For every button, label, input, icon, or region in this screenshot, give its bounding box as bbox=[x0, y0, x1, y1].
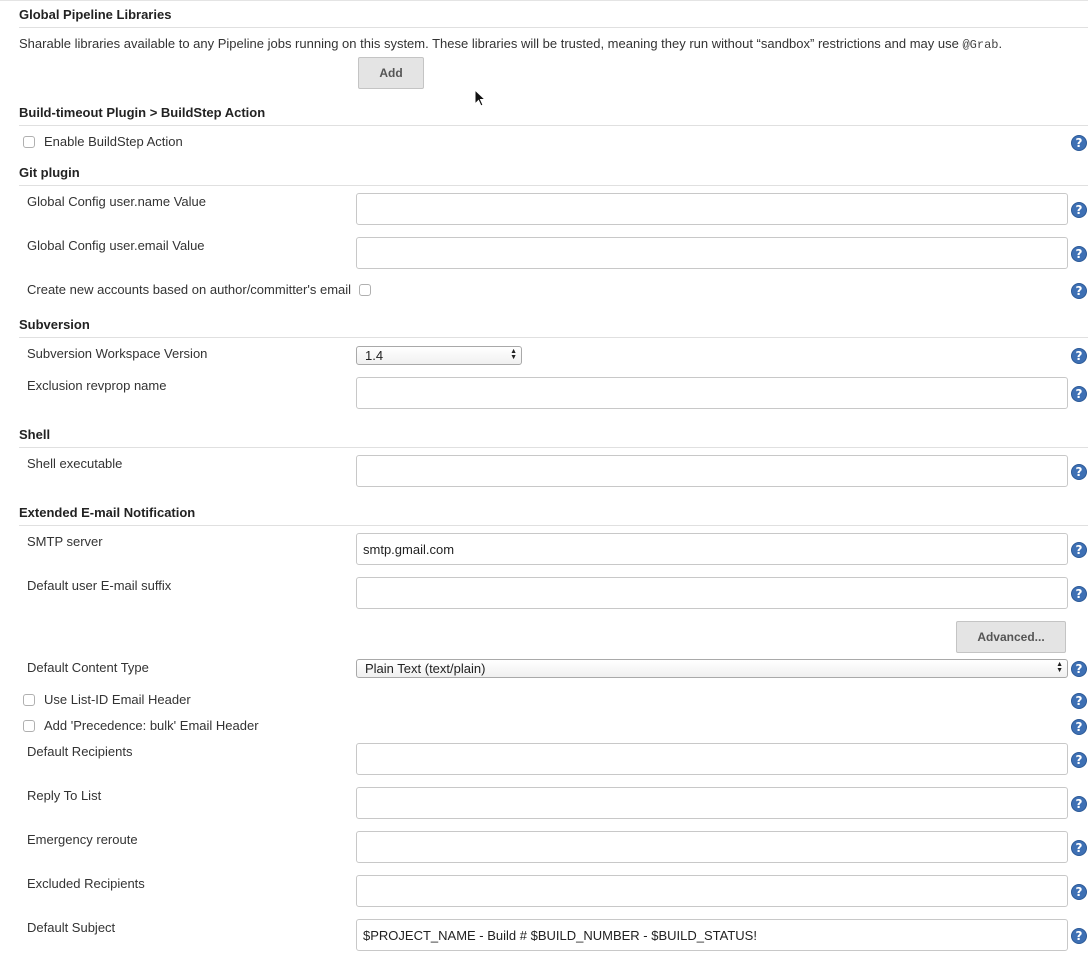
precedence-header-checkbox[interactable] bbox=[23, 720, 35, 732]
excluded-recipients-input[interactable] bbox=[356, 875, 1068, 907]
advanced-button[interactable]: Advanced... bbox=[956, 621, 1066, 653]
precedence-header-label: Add 'Precedence: bulk' Email Header bbox=[44, 718, 259, 733]
help-icon[interactable]: ? bbox=[1071, 928, 1087, 944]
section-title-git-plugin: Git plugin bbox=[19, 165, 80, 180]
add-library-button[interactable]: Add bbox=[358, 57, 424, 89]
smtp-server-label: SMTP server bbox=[27, 534, 103, 549]
svn-revprop-label: Exclusion revprop name bbox=[27, 378, 167, 393]
reply-to-label: Reply To List bbox=[27, 788, 102, 803]
help-icon[interactable]: ? bbox=[1071, 135, 1087, 151]
help-icon[interactable]: ? bbox=[1071, 796, 1087, 812]
default-recipients-input[interactable] bbox=[356, 743, 1068, 775]
enable-buildstep-action-checkbox[interactable] bbox=[23, 136, 35, 148]
help-icon[interactable]: ? bbox=[1071, 464, 1087, 480]
section-title-build-timeout: Build-timeout Plugin > BuildStep Action bbox=[19, 105, 266, 120]
enable-buildstep-action-label: Enable BuildStep Action bbox=[44, 134, 183, 149]
default-subject-label: Default Subject bbox=[27, 920, 116, 935]
emergency-reroute-input[interactable] bbox=[356, 831, 1068, 863]
section-divider bbox=[19, 337, 1088, 338]
section-title-subversion: Subversion bbox=[19, 317, 90, 332]
help-icon[interactable]: ? bbox=[1071, 884, 1087, 900]
shell-executable-label: Shell executable bbox=[27, 456, 123, 471]
shell-executable-input[interactable] bbox=[356, 455, 1068, 487]
description-end: . bbox=[998, 36, 1003, 51]
section-divider bbox=[19, 125, 1088, 126]
top-divider bbox=[0, 0, 1088, 1]
git-username-label: Global Config user.name Value bbox=[27, 194, 206, 209]
help-icon[interactable]: ? bbox=[1071, 348, 1087, 364]
grab-code: @Grab bbox=[962, 38, 999, 52]
description-text: Sharable libraries available to any Pipeline jobs running on this system. These libraries will be trusted, meaning they run without “sandbox” restrictions and may use bbox=[19, 36, 959, 51]
excluded-recipients-label: Excluded Recipients bbox=[27, 876, 145, 891]
svn-workspace-label: Subversion Workspace Version bbox=[27, 346, 208, 361]
emergency-reroute-label: Emergency reroute bbox=[27, 832, 138, 847]
help-icon[interactable]: ? bbox=[1071, 542, 1087, 558]
help-icon[interactable]: ? bbox=[1071, 246, 1087, 262]
section-title-shell: Shell bbox=[19, 427, 51, 442]
create-accounts-checkbox[interactable] bbox=[359, 284, 371, 296]
content-type-value: Plain Text (text/plain) bbox=[365, 661, 486, 676]
section-title-global-pipeline-libraries: Global Pipeline Libraries bbox=[19, 7, 172, 22]
svn-workspace-value: 1.4 bbox=[365, 348, 384, 363]
smtp-server-input[interactable] bbox=[356, 533, 1068, 565]
section-divider bbox=[19, 27, 1088, 28]
help-icon[interactable]: ? bbox=[1071, 586, 1087, 602]
section-divider bbox=[19, 185, 1088, 186]
section-divider bbox=[19, 447, 1088, 448]
updown-arrows-icon: ▲ ▼ bbox=[1056, 661, 1063, 674]
default-subject-input[interactable] bbox=[356, 919, 1068, 951]
help-icon[interactable]: ? bbox=[1071, 661, 1087, 677]
content-type-label: Default Content Type bbox=[27, 660, 149, 675]
section-title-extended-email: Extended E-mail Notification bbox=[19, 505, 196, 520]
help-icon[interactable]: ? bbox=[1071, 840, 1087, 856]
default-recipients-label: Default Recipients bbox=[27, 744, 133, 759]
mouse-pointer-icon bbox=[474, 89, 486, 107]
git-username-input[interactable] bbox=[356, 193, 1068, 225]
help-icon[interactable]: ? bbox=[1071, 283, 1087, 299]
global-libraries-description bbox=[19, 36, 1002, 52]
help-icon[interactable]: ? bbox=[1071, 719, 1087, 735]
updown-arrows-icon: ▲ ▼ bbox=[510, 348, 517, 361]
content-type-select[interactable] bbox=[356, 659, 1068, 678]
section-divider bbox=[19, 525, 1088, 526]
email-suffix-label: Default user E-mail suffix bbox=[27, 578, 172, 593]
git-email-input[interactable] bbox=[356, 237, 1068, 269]
email-suffix-input[interactable] bbox=[356, 577, 1068, 609]
help-icon[interactable]: ? bbox=[1071, 693, 1087, 709]
list-id-header-checkbox[interactable] bbox=[23, 694, 35, 706]
help-icon[interactable]: ? bbox=[1071, 202, 1087, 218]
git-email-label: Global Config user.email Value bbox=[27, 238, 205, 253]
svn-workspace-select[interactable] bbox=[356, 346, 522, 365]
create-accounts-label: Create new accounts based on author/committer's email bbox=[27, 282, 352, 297]
help-icon[interactable]: ? bbox=[1071, 386, 1087, 402]
list-id-header-label: Use List-ID Email Header bbox=[44, 692, 191, 707]
help-icon[interactable]: ? bbox=[1071, 752, 1087, 768]
svn-revprop-input[interactable] bbox=[356, 377, 1068, 409]
reply-to-input[interactable] bbox=[356, 787, 1068, 819]
